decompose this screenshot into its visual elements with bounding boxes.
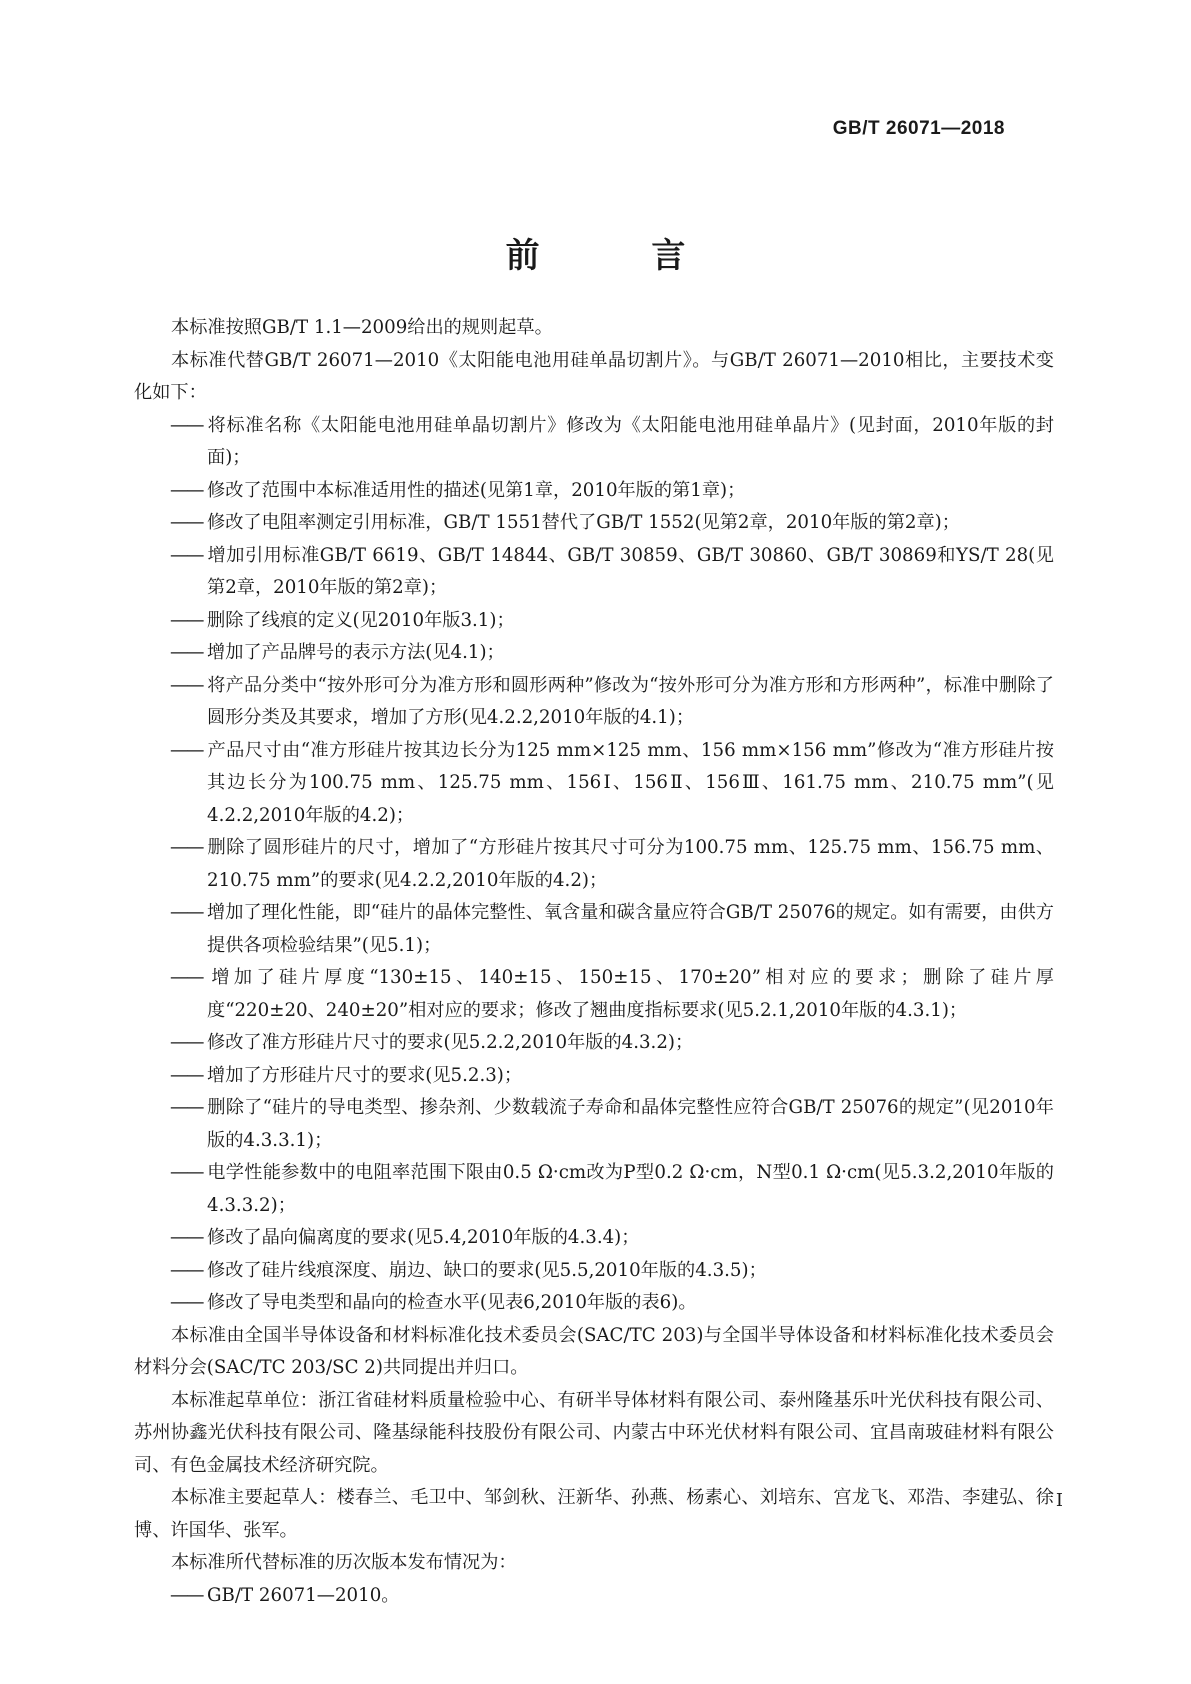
dash-marker: —— <box>170 479 203 501</box>
list-item <box>134 540 1054 605</box>
dash-marker: —— <box>170 512 203 533</box>
list-item <box>134 1092 1054 1157</box>
dash-marker: —— <box>170 414 203 436</box>
dash-marker: —— <box>170 609 203 631</box>
page-title: 前 言 <box>505 236 736 276</box>
dash-marker: —— <box>170 1227 203 1248</box>
dash-marker: —— <box>170 674 203 696</box>
paragraph-drafting-units: 本标准起草单位：浙江省硅材料质量检验中心、有研半导体材料有限公司、泰州隆基乐叶光伏科技有限公司、苏州协鑫光伏科技有限公司、隆基绿能科技股份有限公司、内蒙古中环光伏材料有限公司、宜昌南玻硅材料有限公司、有色金属技术经济研究院。 <box>134 1389 1054 1476</box>
list-item <box>134 1287 1054 1320</box>
dash-marker: —— <box>170 1584 203 1606</box>
list-item <box>134 507 1054 540</box>
standard-code: GB/T 26071—2018 <box>832 118 1005 139</box>
paragraph-replacement: 本标准代替GB/T 26071—2010《太阳能电池用硅单晶切割片》。与GB/T 26071—2010相比，主要技术变化如下： <box>134 349 1054 403</box>
foreword-body <box>134 312 1054 1612</box>
list-item <box>134 1255 1054 1288</box>
dash-marker: —— <box>170 1259 203 1281</box>
paragraph-drafting-rules: 本标准按照GB/T 1.1—2009给出的规则起草。 <box>171 317 553 338</box>
list-item-text: 将标准名称《太阳能电池用硅单晶切割片》修改为《太阳能电池用硅单晶片》(见封面，2010年版的封面)； <box>207 414 1054 468</box>
paragraph-drafters: 本标准主要起草人：楼春兰、毛卫中、邹剑秋、汪新华、孙燕、杨素心、刘培东、宫龙飞、邓浩、李建弘、徐博、许国华、张军。 <box>134 1487 1054 1541</box>
list-item <box>134 897 1054 962</box>
list-item <box>134 475 1054 508</box>
dash-marker: —— <box>170 642 203 663</box>
list-item <box>134 832 1054 897</box>
list-item-text: 修改了晶向偏离度的要求(见5.4,2010年版的4.3.4)； <box>207 1227 640 1248</box>
dash-marker: —— <box>170 739 203 761</box>
list-item <box>134 637 1054 670</box>
dash-marker: —— <box>170 902 203 923</box>
dash-marker: —— <box>170 1032 203 1053</box>
list-item-text: 修改了电阻率测定引用标准，GB/T 1551替代了GB/T 1552(见第2章，2010年版的第2章)； <box>207 512 960 533</box>
list-item-text: 修改了硅片线痕深度、崩边、缺口的要求(见5.5,2010年版的4.3.5)； <box>207 1259 767 1281</box>
list-item-text: 删除了“硅片的导电类型、掺杂剂、少数载流子寿命和晶体完整性应符合GB/T 25076的规定”(见2010年版的4.3.3.1)； <box>207 1097 1054 1151</box>
list-item-text: 删除了圆形硅片的尺寸，增加了“方形硅片按其尺寸可分为100.75 mm、125.75 mm、156.75 mm、210.75 mm”的要求(见4.2.2,2010年版的4.2)； <box>207 837 1054 891</box>
list-item <box>134 1027 1054 1060</box>
list-item <box>134 410 1054 475</box>
list-item-text: 将产品分类中“按外形可分为准方形和圆形两种”修改为“按外形可分为准方形和方形两种”，标准中删除了圆形分类及其要求，增加了方形(见4.2.2,2010年版的4.1)； <box>207 674 1054 728</box>
list-item-text: 电学性能参数中的电阻率范围下限由0.5 Ω·cm改为P型0.2 Ω·cm，N型0.1 Ω·cm(见5.3.2,2010年版的4.3.3.2)； <box>207 1162 1054 1216</box>
list-item <box>134 1060 1054 1093</box>
paragraph-proposer: 本标准由全国半导体设备和材料标准化技术委员会(SAC/TC 203)与全国半导体设备和材料标准化技术委员会材料分会(SAC/TC 203/SC 2)共同提出并归口。 <box>134 1324 1054 1378</box>
list-item <box>134 1222 1054 1255</box>
list-item-text: 修改了准方形硅片尺寸的要求(见5.2.2,2010年版的4.3.2)； <box>207 1032 694 1053</box>
history-item-text: GB/T 26071—2010。 <box>207 1584 400 1606</box>
list-item-text: 删除了线痕的定义(见2010年版3.1)； <box>207 609 515 631</box>
list-item <box>134 735 1054 833</box>
list-item-text: 增加了硅片厚度“130±15、140±15、150±15、170±20”相对应的要求；删除了硅片厚度“220±20、240±20”相对应的要求；修改了翘曲度指标要求(见5.2.1,2010年版的4.3.1)； <box>207 967 1054 1021</box>
page-number: I <box>1055 1490 1063 1511</box>
list-item-text: 增加了方形硅片尺寸的要求(见5.2.3)； <box>207 1064 523 1086</box>
dash-marker: —— <box>170 1064 203 1086</box>
list-item <box>134 1157 1054 1222</box>
list-item <box>134 670 1054 735</box>
list-item <box>134 605 1054 638</box>
dash-marker: —— <box>170 967 203 988</box>
list-item-text: 增加了产品牌号的表示方法(见4.1)； <box>207 642 505 663</box>
list-item-text: 修改了导电类型和晶向的检查水平(见表6,2010年版的表6)。 <box>207 1292 697 1313</box>
list-item-text: 增加了理化性能，即“硅片的晶体完整性、氧含量和碳含量应符合GB/T 25076的规定。如有需要，由供方提供各项检验结果”(见5.1)； <box>207 902 1054 956</box>
dash-marker: —— <box>170 544 203 566</box>
list-item-text: 产品尺寸由“准方形硅片按其边长分为125 mm×125 mm、156 mm×156 mm”修改为“准方形硅片按其边长分为100.75 mm、125.75 mm、156Ⅰ、156Ⅱ、156Ⅲ、161.75 mm、210.75 mm”(见4.2.2,2010年版的4.2)； <box>207 739 1054 826</box>
dash-marker: —— <box>170 837 203 858</box>
paragraph-history-intro: 本标准所代替标准的历次版本发布情况为： <box>171 1552 517 1573</box>
dash-marker: —— <box>170 1097 203 1118</box>
change-list <box>134 410 1054 1320</box>
list-item <box>134 962 1054 1027</box>
list-item-text: 修改了范围中本标准适用性的描述(见第1章，2010年版的第1章)； <box>207 479 746 501</box>
list-item-text: 增加引用标准GB/T 6619、GB/T 14844、GB/T 30859、GB/T 30860、GB/T 30869和YS/T 28(见第2章，2010年版的第2章)； <box>207 544 1054 598</box>
history-item <box>134 1580 1054 1613</box>
dash-marker: —— <box>170 1292 203 1313</box>
dash-marker: —— <box>170 1162 203 1183</box>
